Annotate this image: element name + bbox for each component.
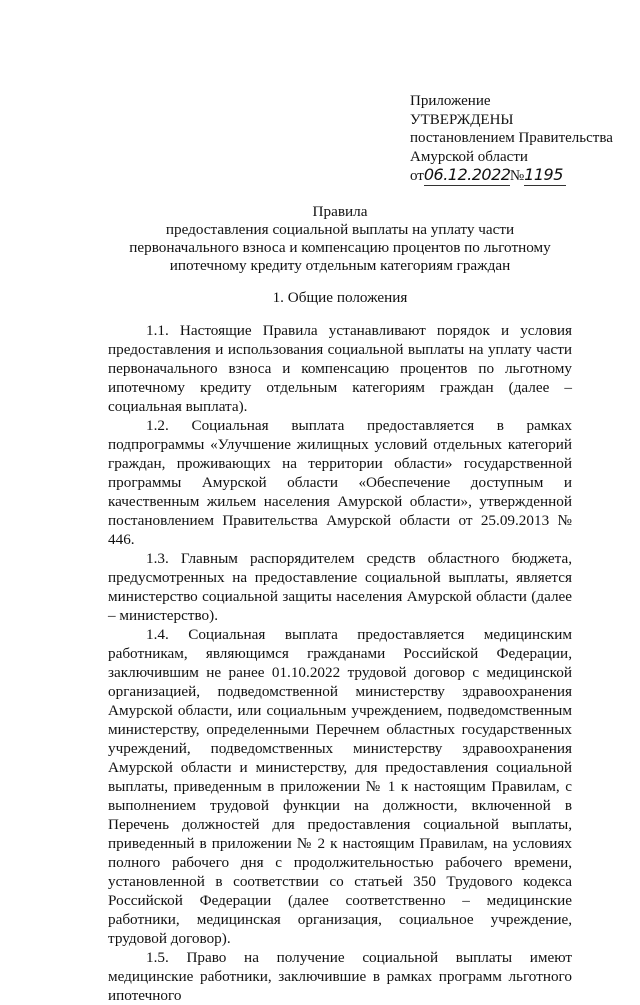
- handwritten-number: 1195: [524, 166, 566, 186]
- title-heading: Правила: [312, 203, 368, 220]
- resolution-label: постановлением Правительства: [410, 130, 613, 146]
- document-body: [108, 321, 572, 1005]
- paragraph-1-1: 1.1. Настоящие Правила устанавливают порядок и условия предоставления и использования социальной выплаты на уплату части первоначального взноса и компенсацию процентов по льготному ипотечному кредиту отдельным категориям граждан (далее – социальная выплата).: [108, 322, 572, 415]
- from-label: от: [410, 168, 424, 184]
- paragraph-1-4: 1.4. Социальная выплата предоставляется медицинским работникам, являющимся гражданами Российской Федерации, заключившим не ранее 01.10.2022 трудовой договор с медицинской организацией, подведомственной министерству здравоохранения Амурской области, или социальным учреждением, подведомственным министерству, определенными Перечнем областных государственных учреждений, подведомственных министерству здравоохранения Амурской области и министерству, для предоставления социальной выплаты, приведенным в приложении № 1 к настоящим Правилам, с выполнением трудовой функции на должности, включенной в Перечень должностей для предоставления социальной выплаты, приведенный в приложении № 2 к настоящим Правилам, на условиях полного рабочего дня с продолжительностью рабочего времени, установленной в соответствии со статьей 350 Трудового кодекса Российской Федерации (далее соответственно – медицинские работники, медицинская организация, социальное учреждение, трудовой договор).: [108, 626, 572, 947]
- approved-label: УТВЕРЖДЕНЫ: [410, 111, 514, 128]
- appendix-label: Приложение: [410, 93, 491, 109]
- section-heading: 1. Общие положения: [272, 289, 408, 306]
- paragraph-1-3: 1.3. Главным распорядителем средств областного бюджета, предусмотренных на предоставление социальной выплаты, является министерство социальной защиты населения Амурской области (далее – министерство).: [108, 550, 572, 624]
- region-label: Амурской области: [410, 148, 528, 165]
- approval-stamp-block: [410, 92, 630, 186]
- title-subtitle: предоставления социальной выплаты на уплату части первоначального взноса и компенсацию процентов по льготному ипотечному кредиту отдельным категориям граждан: [129, 221, 551, 274]
- handwritten-date: 06.12.2022: [423, 165, 511, 184]
- paragraph-1-2: 1.2. Социальная выплата предоставляется в рамках подпрограммы «Улучшение жилищных условий отдельных категорий граждан, проживающих на территории области» государственной программы Амурской области «Обеспечение доступным и качественным жильем населения Амурской области», утвержденной постановлением Правительства Амурской области от 25.09.2013 № 446.: [108, 417, 572, 548]
- number-label: №: [509, 168, 525, 184]
- paragraph-1-5: 1.5. Право на получение социальной выплаты имеют медицинские работники, заключившие в рамках программ льготного ипотечного: [108, 949, 572, 1004]
- document-title: [120, 203, 560, 275]
- date-number-line: [410, 166, 630, 186]
